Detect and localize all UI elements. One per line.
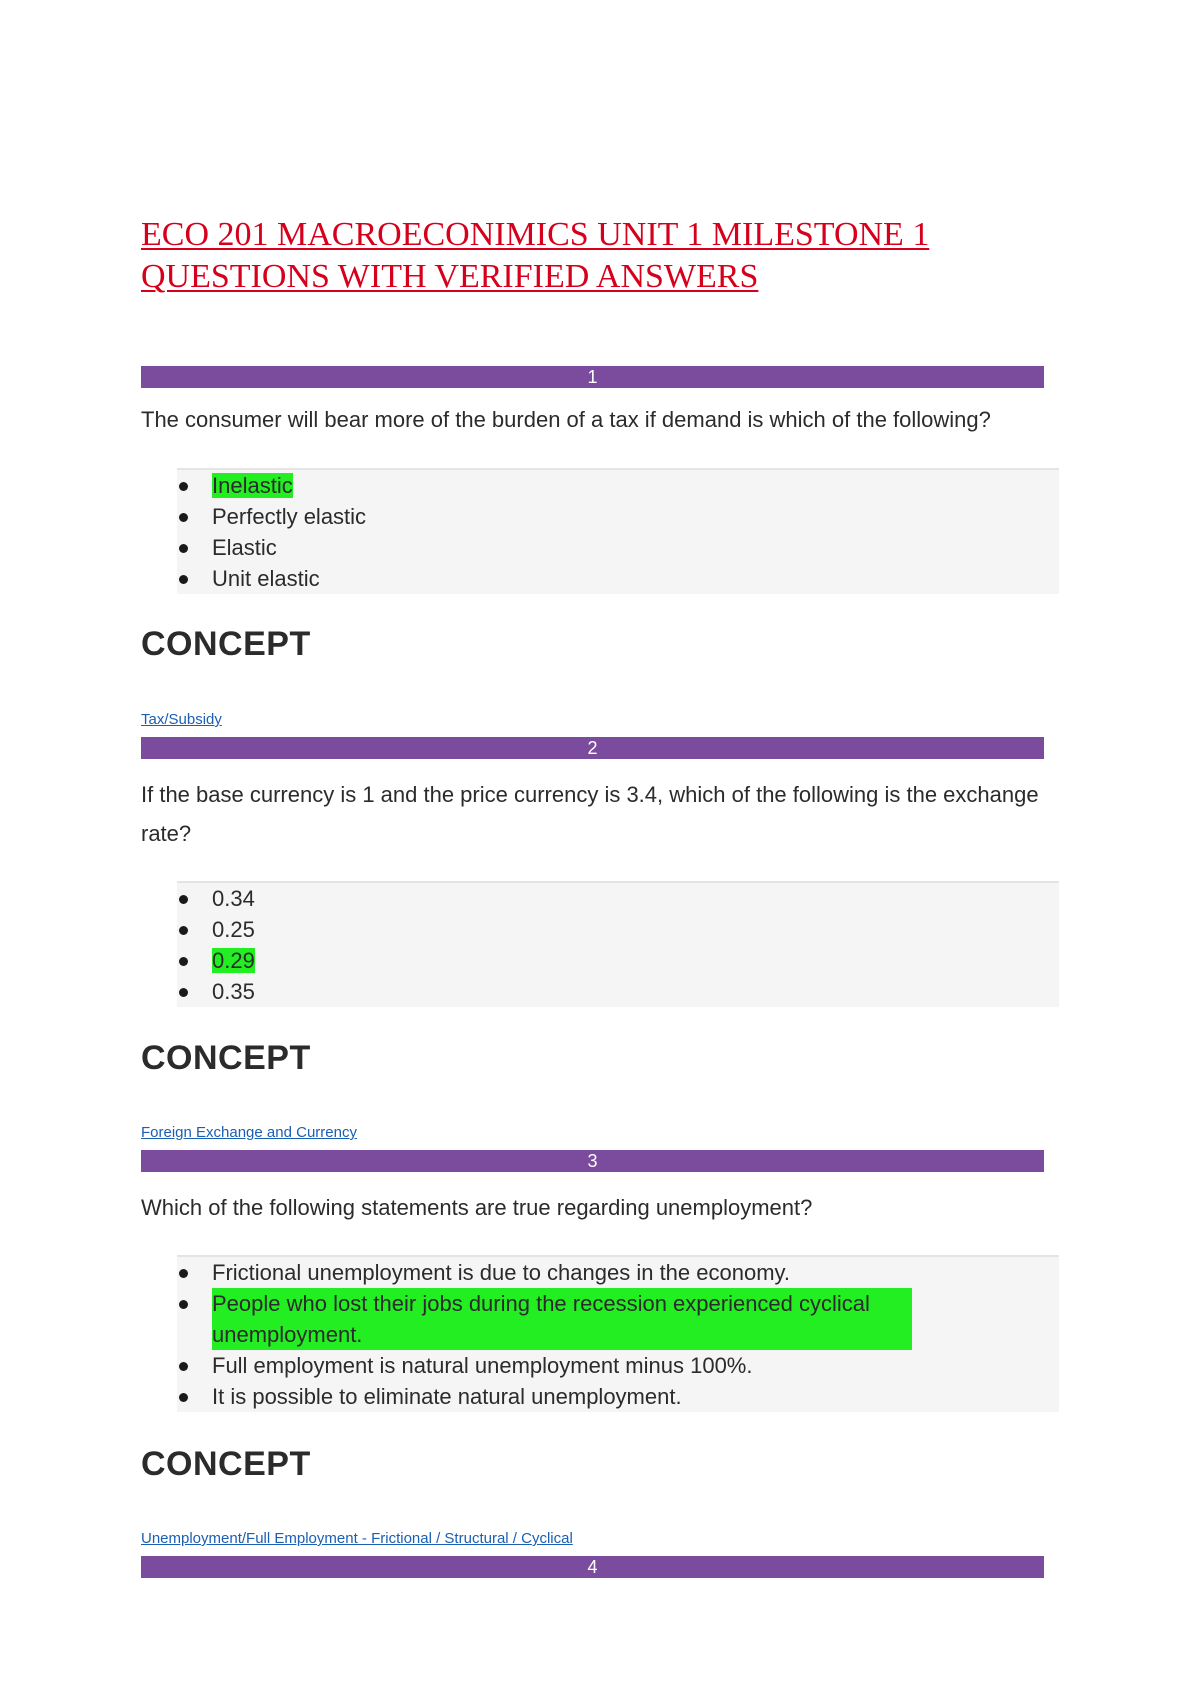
answer-option: Perfectly elastic xyxy=(177,501,1059,532)
concept-link[interactable]: Unemployment/Full Employment - Frictional / Structural / Cyclical xyxy=(141,1530,573,1547)
answer-option: Full employment is natural unemployment minus 100%. xyxy=(177,1350,1059,1381)
concept-link[interactable]: Foreign Exchange and Currency xyxy=(141,1124,357,1141)
document-title-line-2: QUESTIONS WITH VERIFIED ANSWERS xyxy=(141,258,759,295)
answer-option: It is possible to eliminate natural unemployment. xyxy=(177,1381,1059,1412)
document-title xyxy=(141,214,1041,298)
correct-answer-highlight: 0.29 xyxy=(212,948,255,973)
question-number-bar: 2 xyxy=(141,737,1044,759)
concept-heading: CONCEPT xyxy=(141,625,311,663)
concept-heading: CONCEPT xyxy=(141,1039,311,1077)
question-text: The consumer will bear more of the burden of a tax if demand is which of the following? xyxy=(141,407,991,432)
answer-option: Elastic xyxy=(177,532,1059,563)
question-number-bar: 4 xyxy=(141,1556,1044,1578)
answer-option xyxy=(177,470,1059,501)
answer-option xyxy=(177,1288,1059,1350)
correct-answer-highlight: People who lost their jobs during the recession experienced cyclical unemployment. xyxy=(212,1288,912,1350)
question-text: Which of the following statements are true regarding unemployment? xyxy=(141,1195,813,1220)
answer-option: 0.25 xyxy=(177,914,1059,945)
answer-option xyxy=(177,945,1059,976)
answer-option: 0.35 xyxy=(177,976,1059,1007)
answer-options-list xyxy=(177,1255,1059,1412)
question-text: If the base currency is 1 and the price currency is 3.4, which of the following is the exchange rate? xyxy=(141,782,1039,846)
correct-answer-highlight: Inelastic xyxy=(212,473,293,498)
answer-option: Frictional unemployment is due to changes in the economy. xyxy=(177,1257,1059,1288)
concept-link[interactable]: Tax/Subsidy xyxy=(141,711,222,728)
answer-option: Unit elastic xyxy=(177,563,1059,594)
answer-option: 0.34 xyxy=(177,883,1059,914)
document-title-line-1: ECO 201 MACROECONIMICS UNIT 1 MILESTONE 1 xyxy=(141,216,930,253)
answer-options-list xyxy=(177,468,1059,594)
concept-heading: CONCEPT xyxy=(141,1445,311,1483)
question-number-bar: 3 xyxy=(141,1150,1044,1172)
question-number-bar: 1 xyxy=(141,366,1044,388)
answer-options-list xyxy=(177,881,1059,1007)
